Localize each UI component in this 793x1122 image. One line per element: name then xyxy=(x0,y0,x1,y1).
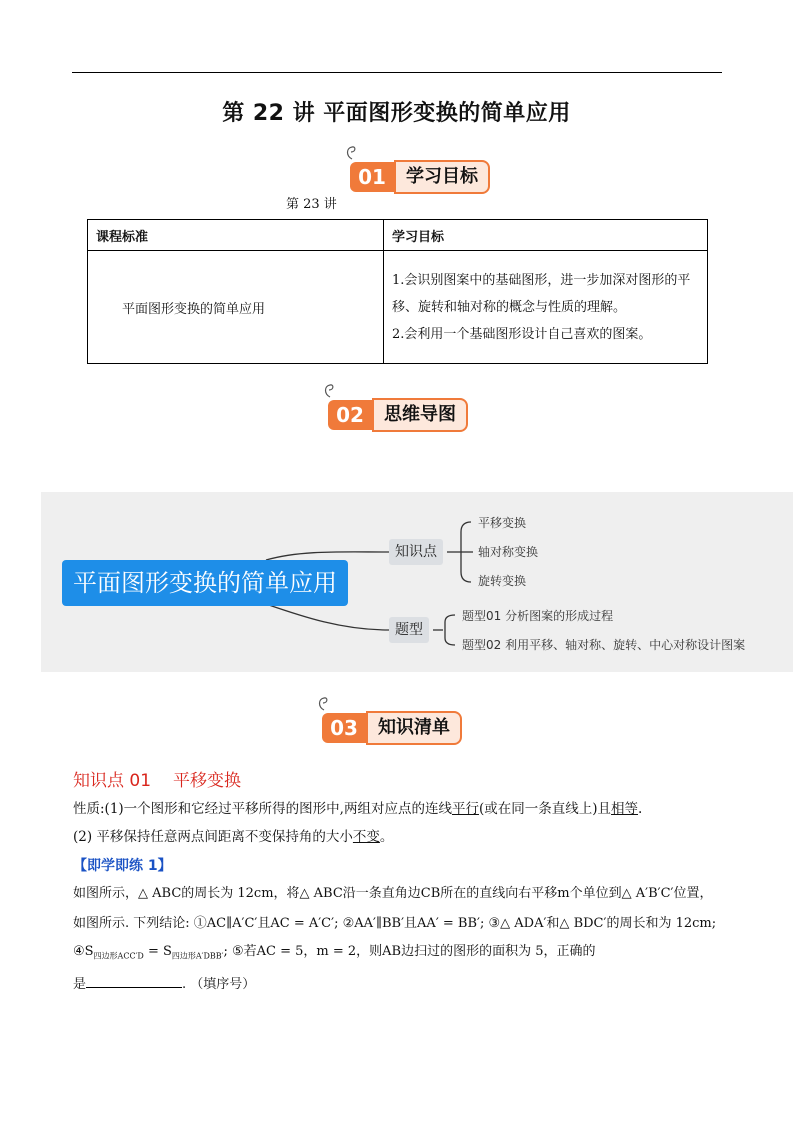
text: ④S xyxy=(73,944,94,959)
section-number: 01 xyxy=(350,162,394,192)
section-number: 03 xyxy=(322,713,366,743)
text: 是 xyxy=(73,977,87,992)
page-title: 第 22 讲 平面图形变换的简单应用 xyxy=(222,101,571,126)
subscript: 四边形A′DBB′ xyxy=(171,951,224,961)
section-badge-goals xyxy=(350,158,500,194)
table-cell-standard: 平面图形变换的简单应用 xyxy=(88,251,384,364)
section-badge-knowledge xyxy=(322,709,472,745)
mindmap-leaf: 轴对称变换 xyxy=(478,545,539,559)
curl-icon xyxy=(344,144,358,160)
section-number: 02 xyxy=(328,400,372,430)
question-line-4 xyxy=(73,973,255,995)
goal-item: 2.会利用一个基础图形设计自己喜欢的图案。 xyxy=(392,326,652,342)
knowledge-point-number: 知识点 01 xyxy=(73,771,152,791)
subscript: 四边形ACC′D xyxy=(93,951,144,961)
property-1 xyxy=(73,799,642,819)
table-cell-goals xyxy=(384,251,708,364)
curl-icon xyxy=(322,382,336,398)
table-header-goals: 学习目标 xyxy=(384,220,708,251)
question-line-1: 如图所示，△ ABC的周长为 12cm，将△ ABC沿一条直角边CB所在的直线向右平移m个单位到△ A′B′C′位置， xyxy=(73,886,713,901)
answer-blank[interactable] xyxy=(86,973,182,988)
section-label: 思维导图 xyxy=(372,398,468,432)
knowledge-point-name: 平移变换 xyxy=(173,771,242,791)
text: 。 xyxy=(379,829,394,845)
practice-label: 【即学即练 1】 xyxy=(73,858,172,874)
mindmap-branch-knowledge: 知识点 xyxy=(389,539,443,565)
goal-item: 1.会识别图案中的基础图形，进一步加深对图形的平 xyxy=(392,272,691,288)
text: 性质:(1)一个图形和它经过平移所得的图形中,两组对应点的连线 xyxy=(73,801,452,817)
text: ; ⑤若AC = 5，m = 2，则AB边扫过的图形的面积为 5，正确的 xyxy=(223,944,596,959)
text: . （填序号） xyxy=(182,977,256,992)
goals-table xyxy=(87,219,708,364)
text: = S xyxy=(143,944,172,959)
mindmap-leaf: 题型01 分析图案的形成过程 xyxy=(462,609,614,623)
knowledge-point-heading xyxy=(73,766,241,791)
text: (或在同一条直线上)且 xyxy=(478,801,612,817)
section-label: 学习目标 xyxy=(394,160,490,194)
section-label: 知识清单 xyxy=(366,711,462,745)
goal-item: 移、旋转和轴对称的概念与性质的理解。 xyxy=(392,299,627,315)
text: . xyxy=(638,801,643,817)
section-badge-mindmap xyxy=(328,396,478,432)
lecture-caption: 第 23 讲 xyxy=(286,197,337,212)
mindmap-branch-types: 题型 xyxy=(389,617,429,643)
question-line-3 xyxy=(73,942,596,967)
table-header-standard: 课程标准 xyxy=(88,220,384,251)
mindmap-leaf: 平移变换 xyxy=(478,516,527,530)
question-line-2: 如图所示. 下列结论: ①AC∥A′C′且AC = A′C′; ②AA′∥BB′且AA′ = BB′; ③△ ADA′和△ BDC′的周长和为 12cm; xyxy=(73,916,717,931)
curl-icon xyxy=(316,695,330,711)
mindmap-leaf: 题型02 利用平移、轴对称、旋转、中心对称设计图案 xyxy=(462,638,746,652)
text: (2) 平移保持任意两点间距离不变保持角的大小 xyxy=(73,829,353,845)
header-rule xyxy=(72,72,722,73)
property-2 xyxy=(73,827,393,847)
underlined-answer: 相等 xyxy=(611,801,639,817)
mindmap-root: 平面图形变换的简单应用 xyxy=(62,560,348,606)
underlined-answer: 平行 xyxy=(451,801,479,817)
mindmap-leaf: 旋转变换 xyxy=(478,574,527,588)
underlined-answer: 不变 xyxy=(352,829,380,845)
